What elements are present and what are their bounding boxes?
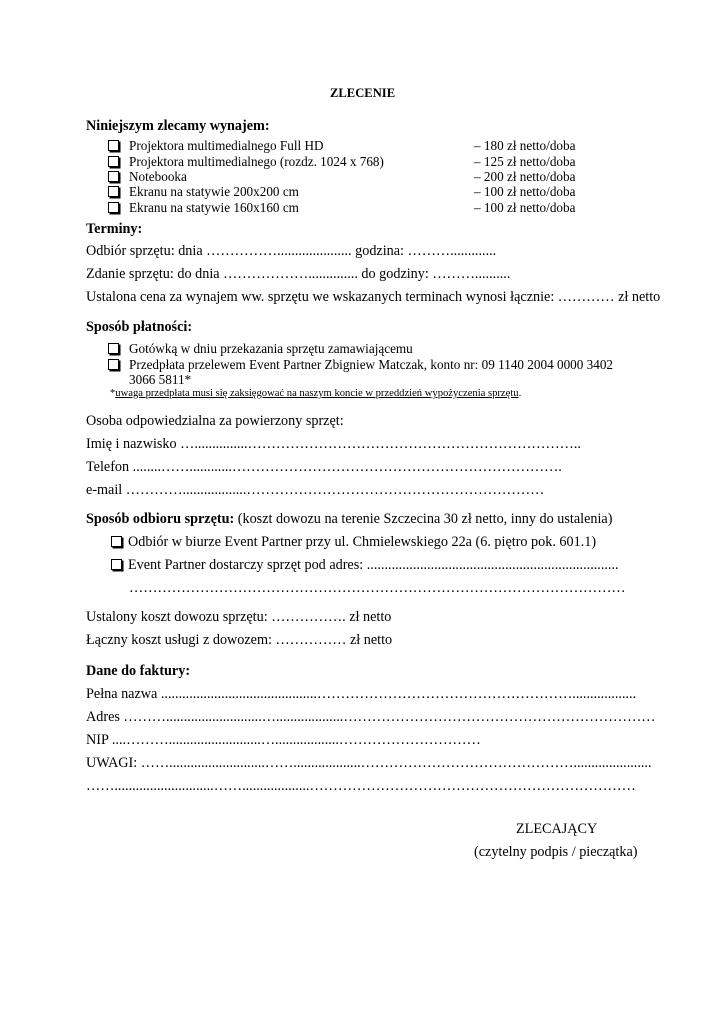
responsible-name-field[interactable]: Imię i nazwisko …...............…………………………………………………………….. (86, 436, 581, 452)
responsible-email-field[interactable]: e-mail …………..................……………………………………………………… (86, 482, 545, 498)
checkbox-icon[interactable] (108, 186, 119, 197)
responsible-heading: Osoba odpowiedzialna za powierzony sprzęt: (86, 413, 344, 429)
payment-option-cash (108, 341, 413, 357)
payment-heading: Sposób płatności: (86, 319, 193, 335)
rental-item-name: Projektora multimedialnego Full HD (129, 138, 324, 153)
checkbox-icon[interactable] (111, 559, 122, 570)
checkbox-icon[interactable] (108, 202, 119, 213)
invoice-remarks-field[interactable]: UWAGI: ……...........................……...................………………………………………...................... (86, 755, 652, 771)
checkbox-icon[interactable] (111, 536, 122, 547)
payment-cash-label: Gotówką w dniu przekazania sprzętu zamawiającemu (129, 341, 413, 356)
note-end: . (518, 388, 522, 399)
checkbox-icon[interactable] (108, 343, 119, 354)
delivery-option-office (111, 534, 596, 551)
rental-item-name: Ekranu na statywie 160x160 cm (129, 200, 299, 215)
invoice-name-field[interactable]: Pełna nazwa ............................................……………………………………………….................. (86, 686, 637, 702)
checkbox-icon[interactable] (108, 171, 119, 182)
rental-item-price: – 180 zł netto/doba (474, 138, 576, 153)
invoice-address-field[interactable]: Adres ………...........................…...................………………………………………………………… (86, 709, 656, 725)
note-star: * (110, 388, 116, 399)
delivery-heading-bold: Sposób odbioru sprzętu: (86, 511, 235, 527)
terms-heading: Terminy: (86, 221, 143, 237)
rental-item-price: – 200 zł netto/doba (474, 169, 576, 184)
responsible-phone-field[interactable]: Telefon ........……............……………………………………………………………. (86, 459, 562, 475)
payment-note (110, 388, 521, 399)
checkbox-icon[interactable] (108, 156, 119, 167)
checkbox-icon[interactable] (108, 140, 119, 151)
rental-item (108, 169, 187, 185)
rental-item-price: – 100 zł netto/doba (474, 200, 576, 215)
payment-transfer-label: Przedpłata przelewem Event Partner Zbigniew Matczak, konto nr: 09 1140 2004 0000 3402 (129, 357, 614, 372)
delivery-heading-rest: (koszt dowozu na terenie Szczecina 30 zł netto, inny do ustalenia) (234, 511, 613, 527)
rental-heading: Niniejszym zlecamy wynajem: (86, 118, 270, 134)
payment-option-transfer (108, 357, 613, 373)
rental-item-name: Projektora multimedialnego (rozdz. 1024 x 768) (129, 154, 384, 169)
rental-item-name: Ekranu na statywie 200x200 cm (129, 184, 299, 199)
delivery-cost-field[interactable]: Ustalony koszt dowozu sprzętu: ……………. zł netto (86, 609, 392, 625)
rental-item-name: Notebooka (129, 169, 187, 184)
form-title: ZLECENIE (330, 86, 396, 100)
delivery-heading (86, 511, 612, 528)
rental-item-price: – 125 zł netto/doba (474, 154, 576, 169)
signature-label: ZLECAJĄCY (516, 821, 598, 837)
invoice-remarks-extra-field[interactable]: ……............................……...................…………………………………………………………… (86, 778, 636, 794)
note-text: uwaga przedpłata musi się zaksięgować na naszym koncie w przeddzień wypożyczenia sprzętu (115, 388, 519, 399)
rental-item (108, 200, 299, 216)
payment-transfer-account-cont: 3066 5811* (129, 372, 192, 387)
total-cost-field[interactable]: Łączny koszt usługi z dowozem: …………… zł netto (86, 632, 393, 648)
pickup-field[interactable]: Odbiór sprzętu: dnia ……………..................... godzina: ………............. (86, 243, 497, 259)
invoice-nip-field[interactable]: NIP ....………..........................…..................………………………… (86, 732, 481, 748)
rental-item (108, 138, 324, 154)
checkbox-icon[interactable] (108, 359, 119, 370)
signature-hint: (czytelny podpis / pieczątka) (474, 844, 638, 860)
delivery-option-address (111, 557, 619, 574)
delivery-address-field[interactable]: …………………………………………………………………………………………… (129, 580, 626, 596)
delivery-address-label: Event Partner dostarczy sprzęt pod adres: ....................................................................... (128, 557, 619, 573)
invoice-heading: Dane do faktury: (86, 663, 191, 679)
return-field[interactable]: Zdanie sprzętu: do dnia ……………….............. do godziny: ……….......... (86, 266, 511, 282)
rental-item-price: – 100 zł netto/doba (474, 184, 576, 199)
total-price-field[interactable]: Ustalona cena za wynajem ww. sprzętu we wskazanych terminach wynosi łącznie: ………… zł netto (86, 289, 661, 305)
rental-item (108, 184, 299, 200)
rental-item (108, 154, 384, 170)
delivery-office-label: Odbiór w biurze Event Partner przy ul. Chmielewskiego 22a (6. piętro pok. 601.1) (128, 534, 597, 550)
